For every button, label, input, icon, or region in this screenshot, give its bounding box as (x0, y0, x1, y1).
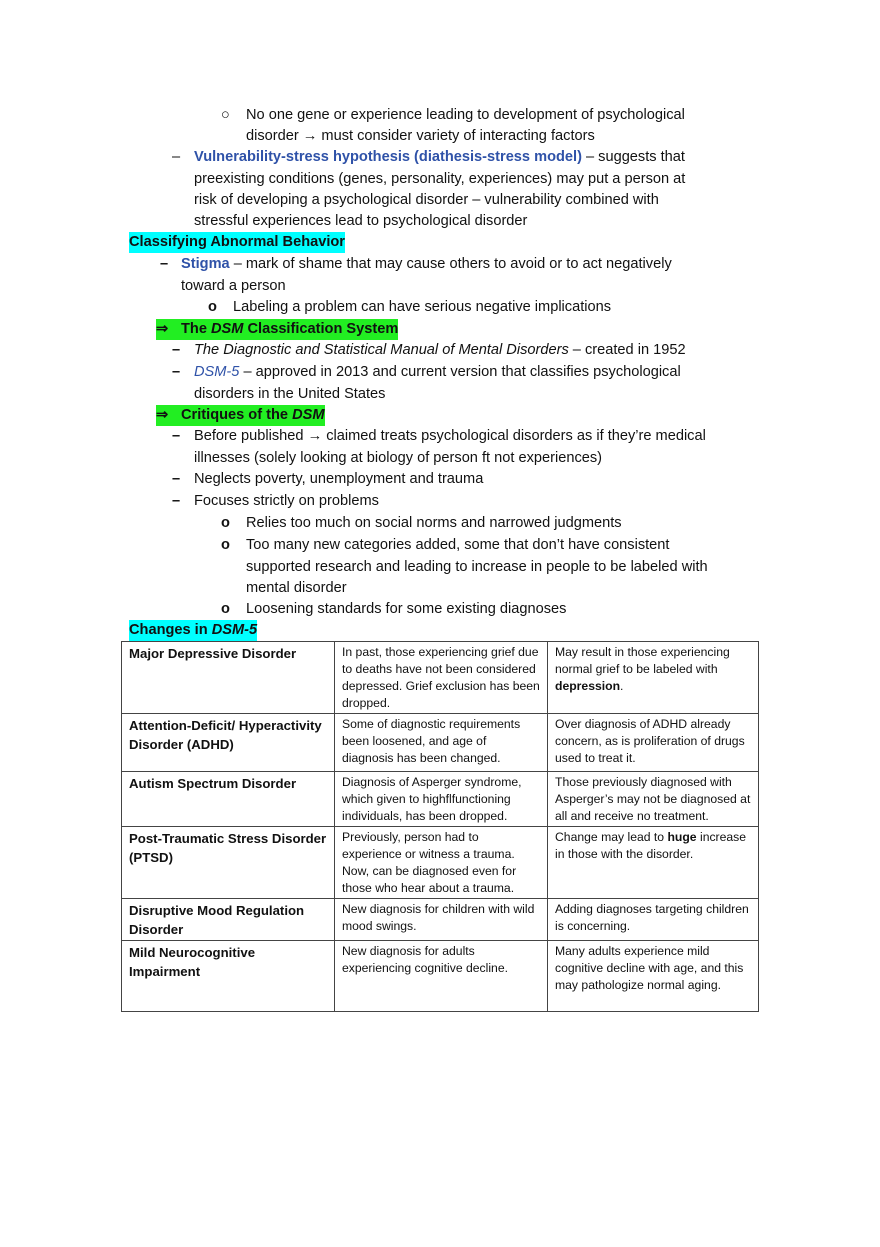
text: Many adults experience mild cognitive decline with age, and this may pathologize normal aging. (555, 944, 744, 992)
section-heading: Classifying Abnormal Behavior (129, 232, 345, 253)
term: DSM-5 (194, 364, 240, 380)
circle-bullet-icon: o (221, 515, 230, 531)
arrow-bullet-icon: ⇒ (156, 319, 181, 340)
table-row (122, 642, 759, 714)
disorder-name: Attention-Deficit/ Hyperactivity Disorder (ADHD) (122, 714, 335, 772)
text: – mark of shame that may cause others to avoid or to act negatively (229, 256, 672, 272)
text-line: stressful experiences lead to psychological disorder (194, 213, 528, 229)
disorder-name: Post-Traumatic Stress Disorder (PTSD) (122, 827, 335, 899)
dash-bullet-icon: – (172, 149, 181, 165)
text: Classification System (243, 321, 399, 337)
circle-bullet-icon: o (221, 537, 230, 553)
circle-bullet-icon: o (208, 299, 217, 315)
text: May result in those experiencing normal grief to be labeled with (555, 645, 730, 676)
text-line: supported research and leading to increase in people to be labeled with (246, 559, 708, 575)
table-row (122, 899, 759, 941)
text-line: mental disorder (246, 580, 347, 596)
arrow-bullet-icon: ⇒ (156, 405, 181, 426)
dash-bullet-icon: – (172, 342, 181, 358)
circle-bullet-icon: o (221, 601, 230, 617)
dash-bullet-icon: – (172, 364, 181, 380)
term: Stigma (181, 256, 230, 272)
text-line: toward a person (181, 278, 286, 294)
text-line: Neglects poverty, unemployment and trauma (194, 471, 484, 487)
text-line: disorder → must consider variety of interacting factors (246, 128, 595, 144)
text: – created in 1952 (568, 342, 686, 358)
term: Vulnerability-stress hypothesis (diathesis-stress model) (194, 149, 582, 165)
disorder-name: Disruptive Mood Regulation Disorder (122, 899, 335, 941)
text: Adding diagnoses targeting children is concerning. (555, 902, 749, 933)
concern-description (548, 772, 759, 827)
table-row (122, 827, 759, 899)
section-heading (129, 620, 257, 641)
text-line: risk of developing a psychological disorder – vulnerability combined with (194, 192, 659, 208)
concern-description (548, 714, 759, 772)
concern-description (548, 827, 759, 899)
change-description: New diagnosis for adults experiencing cognitive decline. (335, 941, 548, 1012)
change-description: New diagnosis for children with wild mood swings. (335, 899, 548, 941)
emphasis: depression (555, 679, 621, 693)
text-line: No one gene or experience leading to development of psychological (246, 107, 685, 123)
text: increase in those with the disorder. (555, 830, 747, 861)
change-description: Diagnosis of Asperger syndrome, which given to highflfunctioning individuals, has been dropped. (335, 772, 548, 827)
text-line: Labeling a problem can have serious negative implications (233, 299, 612, 315)
table-row (122, 714, 759, 772)
text-line (194, 147, 685, 168)
dash-bullet-icon: – (172, 428, 181, 444)
text: The Diagnostic and Statistical Manual of Mental Disorders (194, 342, 569, 358)
dash-bullet-icon: – (172, 471, 181, 487)
text-line: disorders in the United States (194, 386, 386, 402)
text-line: Relies too much on social norms and narrowed judgments (246, 515, 622, 531)
text-line (194, 362, 681, 383)
text: Over diagnosis of ADHD already concern, as is proliferation of drugs used to treat it. (555, 717, 745, 765)
table-row (122, 772, 759, 827)
text-line: preexisting conditions (genes, personality, experiences) may put a person at (194, 171, 686, 187)
table-row (122, 941, 759, 1012)
text: – suggests that (581, 149, 685, 165)
text-line: Loosening standards for some existing diagnoses (246, 601, 567, 617)
text: DSM-5 (211, 622, 258, 638)
dash-bullet-icon: – (160, 256, 169, 272)
text: Changes in (129, 622, 212, 638)
subsection-heading (181, 405, 325, 426)
text: DSM (292, 407, 325, 423)
text: The (181, 321, 211, 337)
change-description: Some of diagnostic requirements been loosened, and age of diagnosis has been changed. (335, 714, 548, 772)
changes-table (121, 641, 759, 1012)
text: DSM (211, 321, 244, 337)
text-line (194, 340, 686, 361)
text-line: Too many new categories added, some that don’t have consistent (246, 537, 670, 553)
text: Critiques of the (181, 407, 293, 423)
text-line: Before published → claimed treats psychological disorders as if they’re medical (194, 428, 706, 444)
text: Change may lead to (555, 830, 668, 844)
text: – approved in 2013 and current version that classifies psychological (239, 364, 681, 380)
text-line: Focuses strictly on problems (194, 493, 379, 509)
concern-description (548, 941, 759, 1012)
text: . (620, 679, 624, 693)
circle-bullet-icon: ○ (221, 107, 230, 123)
concern-description (548, 642, 759, 714)
disorder-name: Major Depressive Disorder (122, 642, 335, 714)
disorder-name: Mild Neurocognitive Impairment (122, 941, 335, 1012)
change-description: Previously, person had to experience or witness a trauma. Now, can be diagnosed even for those who hear about a trauma. (335, 827, 548, 899)
dash-bullet-icon: – (172, 493, 181, 509)
text-line (181, 254, 672, 275)
emphasis: huge (667, 830, 697, 844)
text: Those previously diagnosed with Asperger’s may not be diagnosed at all and receive no treatment. (555, 775, 751, 823)
text-line: illnesses (solely looking at biology of person ft not experiences) (194, 450, 603, 466)
disorder-name: Autism Spectrum Disorder (122, 772, 335, 827)
subsection-heading (181, 319, 398, 340)
change-description: In past, those experiencing grief due to deaths have not been considered depressed. Grief exclusion has been dropped. (335, 642, 548, 714)
concern-description (548, 899, 759, 941)
